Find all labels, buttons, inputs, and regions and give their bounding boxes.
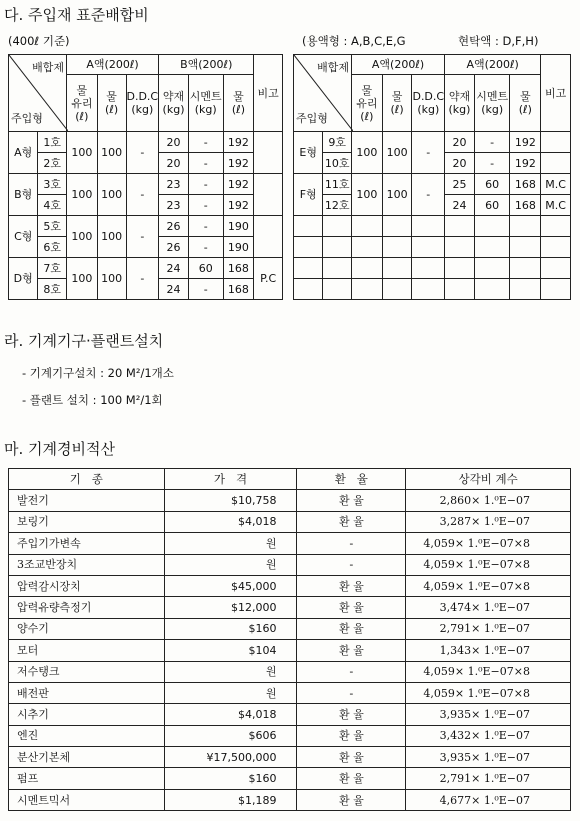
mix-no-right: 12호 (323, 195, 352, 216)
cost-price: $104 (164, 640, 297, 661)
mix-water-right: 100 (382, 132, 412, 174)
empty-cell (474, 279, 510, 300)
cost-row (9, 747, 571, 768)
empty-cell (294, 216, 323, 237)
mix-remark-right (541, 132, 571, 153)
empty-cell (382, 237, 412, 258)
cost-coef: 2,860× 1.⁰E−07 (406, 490, 571, 511)
empty-cell (412, 279, 445, 300)
empty-cell (474, 258, 510, 279)
diag-bottom-label-right: 주입형 (296, 112, 328, 125)
mix-no-right: 11호 (323, 174, 352, 195)
mix-no: 2호 (38, 153, 67, 174)
cost-rate: 환 율 (297, 768, 406, 789)
mix-remark (254, 174, 283, 216)
mix-table-left (8, 54, 283, 300)
cost-row (9, 789, 571, 810)
empty-cell (541, 279, 571, 300)
cost-row (9, 725, 571, 746)
empty-cell (541, 258, 571, 279)
mix-agent: 20 (159, 132, 189, 153)
mix-glass-right: 100 (352, 132, 383, 174)
cost-price: 원 (164, 554, 297, 575)
empty-cell (294, 279, 323, 300)
mix-water2-right: 192 (510, 153, 541, 174)
empty-cell (294, 258, 323, 279)
diag-top-label-right: 배합제 (317, 61, 349, 74)
cost-coef: 2,791× 1.⁰E−07 (406, 768, 571, 789)
diag-header-cell-right (294, 55, 352, 132)
mix-water2: 192 (223, 132, 254, 153)
mix-cement: - (188, 195, 223, 216)
mix-water2: 168 (223, 279, 254, 300)
mix-type: B형 (9, 174, 38, 216)
mix-glass: 100 (66, 132, 97, 174)
header-cement-right: 시멘트 (kg) (474, 75, 510, 132)
cost-price: $10,758 (164, 490, 297, 511)
cost-type: 3조교반장치 (9, 554, 165, 575)
diag-header-cell (9, 55, 67, 132)
mix-no: 4호 (38, 195, 67, 216)
cost-rate: 환 율 (297, 704, 406, 725)
cost-row (9, 511, 571, 532)
cost-rate: 환 율 (297, 640, 406, 661)
cost-type: 저수탱크 (9, 661, 165, 682)
install-item-1: - 기계기구설치 : 20 M²/1개소 (22, 366, 174, 380)
cost-coef: 3,474× 1.⁰E−07 (406, 597, 571, 618)
cost-coef: 4,677× 1.⁰E−07 (406, 789, 571, 810)
cost-type: 모터 (9, 640, 165, 661)
cost-type: 양수기 (9, 618, 165, 639)
cost-rate: - (297, 533, 406, 554)
mix-water2: 192 (223, 195, 254, 216)
mix-water: 100 (97, 174, 126, 216)
empty-cell (412, 258, 445, 279)
empty-cell (352, 258, 383, 279)
header-a-right: A액(200ℓ) (352, 55, 445, 75)
mix-no-right: 9호 (323, 132, 352, 153)
mix-water2: 192 (223, 153, 254, 174)
mix-no: 8호 (38, 279, 67, 300)
mix-ddc: - (126, 216, 159, 258)
cost-price: $160 (164, 618, 297, 639)
mix-water2-right: 168 (510, 174, 541, 195)
cost-coef: 3,935× 1.⁰E−07 (406, 747, 571, 768)
mix-glass-right: 100 (352, 174, 383, 216)
diag-bottom-label: 주입형 (11, 112, 43, 125)
empty-cell (382, 279, 412, 300)
mix-type: C형 (9, 216, 38, 258)
cost-row (9, 618, 571, 639)
empty-cell (412, 237, 445, 258)
mix-water2: 168 (223, 258, 254, 279)
empty-cell (510, 216, 541, 237)
mix-cement: - (188, 153, 223, 174)
mix-agent: 20 (159, 153, 189, 174)
cost-type: 배전판 (9, 682, 165, 703)
header-agent: 약재 (kg) (159, 75, 189, 132)
mix-ddc: - (126, 132, 159, 174)
mix-type: A형 (9, 132, 38, 174)
cost-price: $45,000 (164, 575, 297, 596)
cost-type: 엔진 (9, 725, 165, 746)
mix-agent: 24 (159, 258, 189, 279)
cost-rate: 환 율 (297, 511, 406, 532)
cost-price: $606 (164, 725, 297, 746)
mix-agent-right: 20 (445, 132, 475, 153)
header-cement: 시멘트 (kg) (188, 75, 223, 132)
header-a: A액(200ℓ) (66, 55, 158, 75)
cost-type: 시멘트믹서 (9, 789, 165, 810)
cost-rate: 환 율 (297, 490, 406, 511)
empty-cell (474, 216, 510, 237)
mix-type-right: E형 (294, 132, 323, 174)
empty-cell (294, 237, 323, 258)
header-water2: 물 (ℓ) (223, 75, 254, 132)
empty-cell (510, 237, 541, 258)
cost-type: 발전기 (9, 490, 165, 511)
cost-rate: - (297, 661, 406, 682)
mix-agent-right: 24 (445, 195, 475, 216)
empty-cell (541, 237, 571, 258)
cost-coef: 4,059× 1.⁰E−07×8 (406, 661, 571, 682)
cost-row (9, 640, 571, 661)
mix-row-right (294, 132, 571, 153)
cost-rate: - (297, 554, 406, 575)
empty-cell (323, 258, 352, 279)
empty-cell (323, 216, 352, 237)
mix-remark (254, 132, 283, 174)
cost-price: 원 (164, 661, 297, 682)
mix-no: 6호 (38, 237, 67, 258)
mix-cement: - (188, 279, 223, 300)
mix-water2-right: 192 (510, 132, 541, 153)
header-water2-right: 물 (ℓ) (510, 75, 541, 132)
empty-cell (352, 216, 383, 237)
mix-remark-right: M.C (541, 174, 571, 195)
header-remark: 비고 (254, 55, 283, 132)
mix-cement: 60 (188, 258, 223, 279)
mix-cement-right: - (474, 153, 510, 174)
cost-price: $160 (164, 768, 297, 789)
empty-cell (510, 279, 541, 300)
empty-cell (474, 237, 510, 258)
header-b: B액(200ℓ) (159, 55, 254, 75)
mix-agent: 24 (159, 279, 189, 300)
mix-glass: 100 (66, 258, 97, 300)
cost-header-type: 기 종 (9, 469, 165, 490)
mix-no: 3호 (38, 174, 67, 195)
mix-agent: 26 (159, 216, 189, 237)
cost-header-rate: 환 율 (297, 469, 406, 490)
cost-coef: 4,059× 1.⁰E−07×8 (406, 554, 571, 575)
cost-rate: 환 율 (297, 575, 406, 596)
cost-rate: 환 율 (297, 789, 406, 810)
mix-glass: 100 (66, 174, 97, 216)
cost-type: 압력감시장치 (9, 575, 165, 596)
cost-rate: - (297, 682, 406, 703)
mix-no: 7호 (38, 258, 67, 279)
mix-type: D형 (9, 258, 38, 300)
cost-coef: 4,059× 1.⁰E−07×8 (406, 682, 571, 703)
mix-cement: - (188, 237, 223, 258)
empty-cell (541, 216, 571, 237)
empty-cell (412, 216, 445, 237)
mix-water: 100 (97, 132, 126, 174)
mix-water: 100 (97, 258, 126, 300)
cost-coef: 4,059× 1.⁰E−07×8 (406, 575, 571, 596)
mix-empty-row (294, 279, 571, 300)
mix-water2: 190 (223, 216, 254, 237)
mix-row (9, 132, 283, 153)
cost-header-price: 가 격 (164, 469, 297, 490)
mix-cement: - (188, 132, 223, 153)
header-remark-right: 비고 (541, 55, 571, 132)
header-water-right: 물 (ℓ) (382, 75, 412, 132)
header-water: 물 (ℓ) (97, 75, 126, 132)
empty-cell (445, 237, 475, 258)
cost-coef: 3,287× 1.⁰E−07 (406, 511, 571, 532)
header-ddc: D.D.C (kg) (126, 75, 159, 132)
cost-row (9, 533, 571, 554)
empty-cell (382, 258, 412, 279)
cost-price: $12,000 (164, 597, 297, 618)
cost-price: 원 (164, 682, 297, 703)
mix-agent-right: 20 (445, 153, 475, 174)
cost-type: 보링기 (9, 511, 165, 532)
mix-remark (254, 216, 283, 258)
header-ddc-right: D.D.C (kg) (412, 75, 445, 132)
cost-type: 시추기 (9, 704, 165, 725)
cost-coef: 1,343× 1.⁰E−07 (406, 640, 571, 661)
empty-cell (445, 216, 475, 237)
header-glass-right: 물 유리 (ℓ) (352, 75, 383, 132)
empty-cell (382, 216, 412, 237)
mix-ddc: - (126, 174, 159, 216)
mix-cement: - (188, 174, 223, 195)
cost-price: 원 (164, 533, 297, 554)
mix-empty-row (294, 258, 571, 279)
mix-agent: 23 (159, 195, 189, 216)
mix-cement-right: 60 (474, 174, 510, 195)
mix-agent: 23 (159, 174, 189, 195)
cost-row (9, 575, 571, 596)
liquid-types-note: (용액형 : A,B,C,E,G (302, 34, 406, 48)
mix-no: 5호 (38, 216, 67, 237)
cost-row (9, 554, 571, 575)
empty-cell (352, 279, 383, 300)
mix-remark-right (541, 153, 571, 174)
mix-row (9, 258, 283, 279)
mix-ddc: - (126, 258, 159, 300)
cost-row (9, 704, 571, 725)
mix-water2: 190 (223, 237, 254, 258)
header-b-right: A액(200ℓ) (445, 55, 541, 75)
cost-price: ¥17,500,000 (164, 747, 297, 768)
suspension-note: 현탁액 : D,F,H) (458, 34, 539, 48)
empty-cell (445, 258, 475, 279)
mix-empty-row (294, 237, 571, 258)
mix-no: 1호 (38, 132, 67, 153)
basis-note: (400ℓ 기준) (8, 34, 70, 48)
mix-empty-row (294, 216, 571, 237)
mix-water: 100 (97, 216, 126, 258)
empty-cell (323, 279, 352, 300)
cost-type: 펌프 (9, 768, 165, 789)
mix-water2-right: 168 (510, 195, 541, 216)
cost-price: $4,018 (164, 704, 297, 725)
cost-type: 분산기본체 (9, 747, 165, 768)
cost-rate: 환 율 (297, 597, 406, 618)
cost-row (9, 661, 571, 682)
mix-ddc-right: - (412, 132, 445, 174)
mix-row (9, 174, 283, 195)
mix-remark-right: M.C (541, 195, 571, 216)
mix-glass: 100 (66, 216, 97, 258)
cost-price: $4,018 (164, 511, 297, 532)
cost-row (9, 682, 571, 703)
cost-table (8, 468, 571, 811)
mix-table-right (293, 54, 571, 300)
empty-cell (352, 237, 383, 258)
cost-type: 주입기가변속 (9, 533, 165, 554)
mix-water2: 192 (223, 174, 254, 195)
cost-price: $1,189 (164, 789, 297, 810)
diag-top-label: 배합제 (32, 61, 64, 74)
empty-cell (510, 258, 541, 279)
mix-no-right: 10호 (323, 153, 352, 174)
mix-type-right: F형 (294, 174, 323, 216)
cost-coef: 3,935× 1.⁰E−07 (406, 704, 571, 725)
empty-cell (445, 279, 475, 300)
mix-agent-right: 25 (445, 174, 475, 195)
empty-cell (323, 237, 352, 258)
mix-row (9, 216, 283, 237)
mix-row-right (294, 174, 571, 195)
section-ra-title: 라. 기계기구·플랜트설치 (4, 332, 164, 350)
mix-cement: - (188, 216, 223, 237)
cost-row (9, 490, 571, 511)
cost-rate: 환 율 (297, 747, 406, 768)
mix-cement-right: 60 (474, 195, 510, 216)
cost-rate: 환 율 (297, 618, 406, 639)
cost-coef: 2,791× 1.⁰E−07 (406, 618, 571, 639)
section-da-title: 다. 주입재 표준배합비 (4, 6, 149, 24)
mix-agent: 26 (159, 237, 189, 258)
cost-header-coef: 상각비 계수 (406, 469, 571, 490)
cost-row (9, 597, 571, 618)
section-ma-title: 마. 기계경비적산 (4, 440, 115, 458)
mix-remark: P.C (254, 258, 283, 300)
install-item-2: - 플랜트 설치 : 100 M²/1회 (22, 393, 163, 407)
mix-water-right: 100 (382, 174, 412, 216)
mix-ddc-right: - (412, 174, 445, 216)
cost-coef: 4,059× 1.⁰E−07×8 (406, 533, 571, 554)
header-agent-right: 약재 (kg) (445, 75, 475, 132)
cost-row (9, 768, 571, 789)
header-glass: 물 유리 (ℓ) (66, 75, 97, 132)
cost-coef: 3,432× 1.⁰E−07 (406, 725, 571, 746)
cost-rate: 환 율 (297, 725, 406, 746)
mix-cement-right: - (474, 132, 510, 153)
cost-type: 압력유량측정기 (9, 597, 165, 618)
